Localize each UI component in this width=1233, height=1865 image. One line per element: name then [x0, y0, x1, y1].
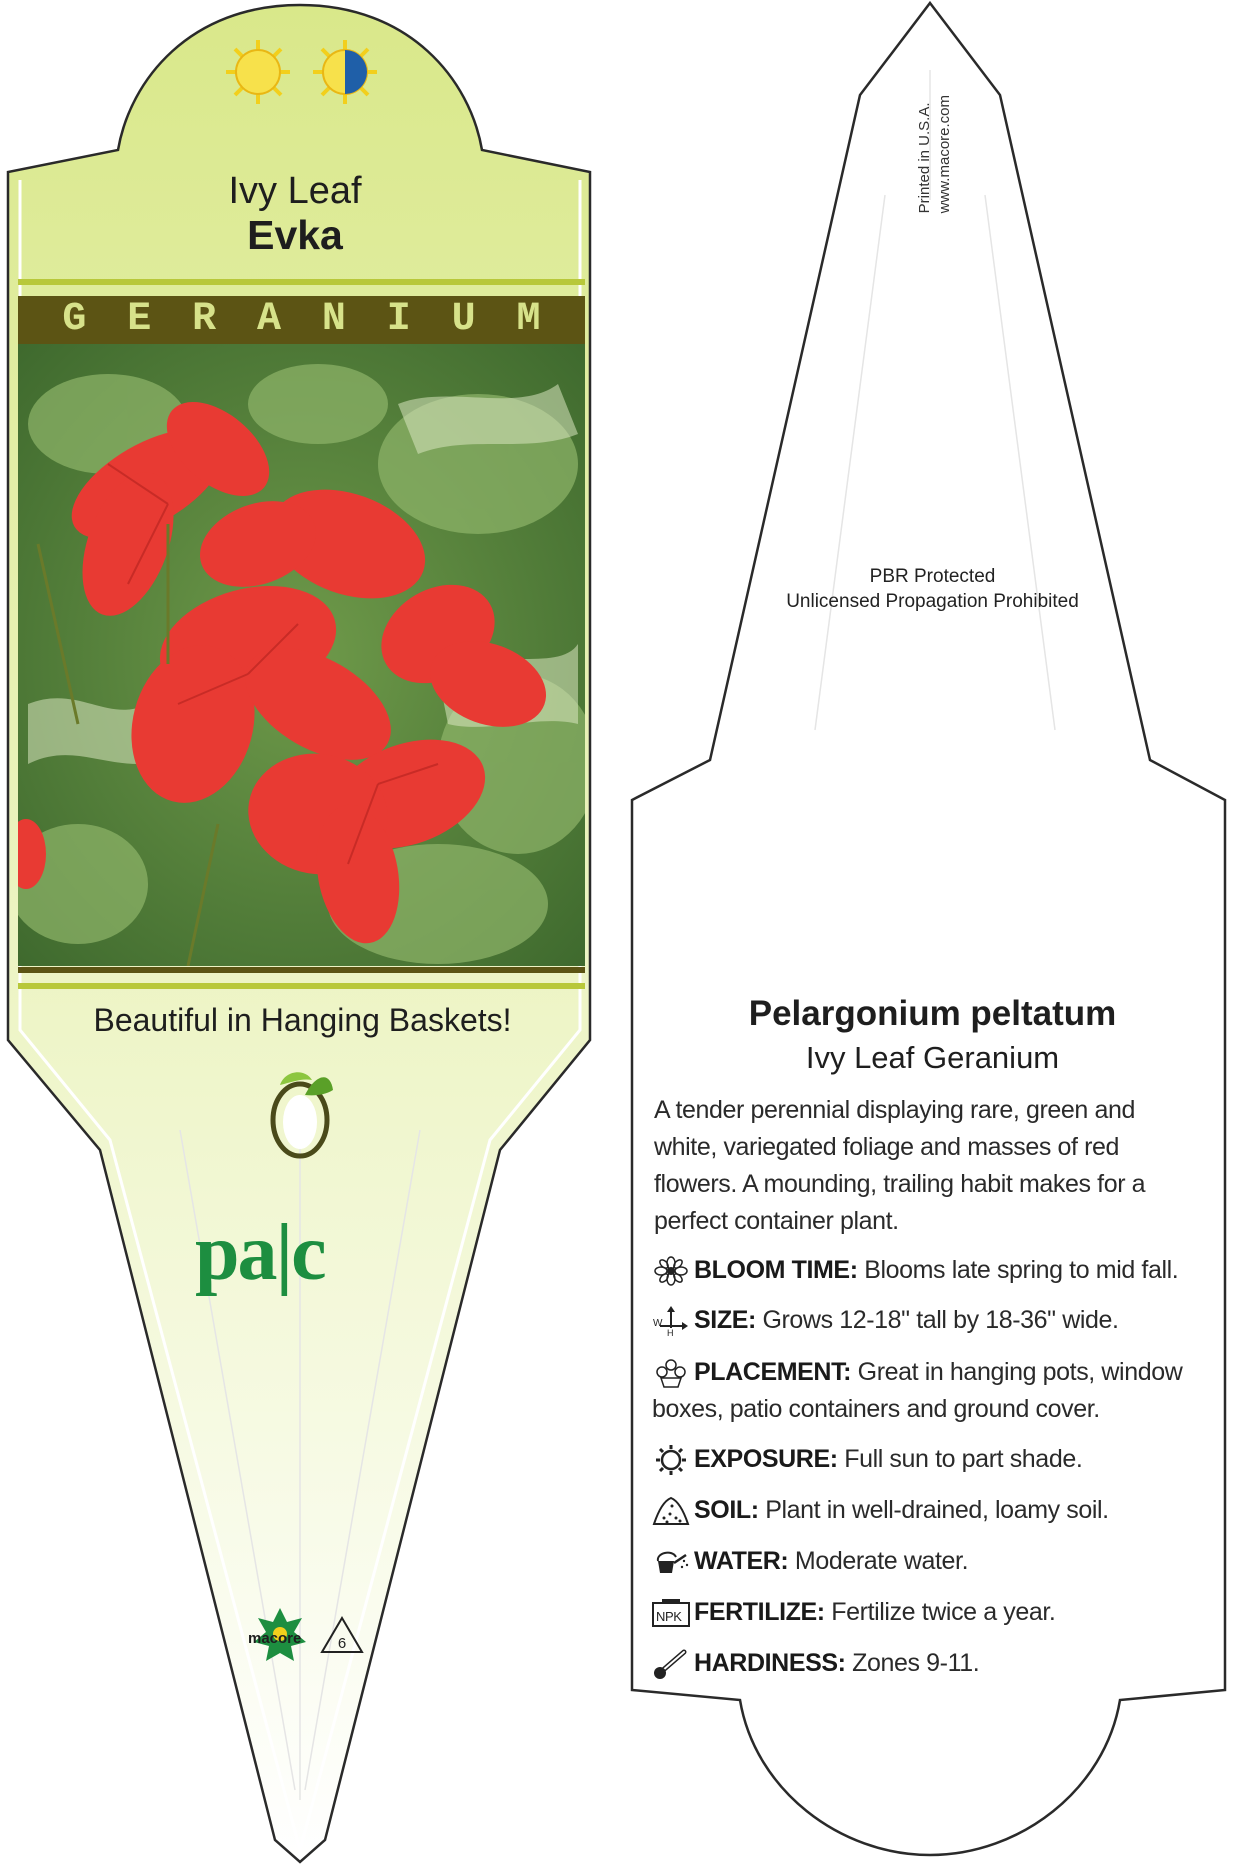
- full-sun-icon: [226, 40, 290, 104]
- pbr-line-2: Unlicensed Propagation Prohibited: [786, 591, 1079, 612]
- genus-letter: U: [451, 297, 476, 342]
- svg-text:NPK: NPK: [656, 1609, 682, 1625]
- soil-icon: [652, 1496, 690, 1526]
- care-bloom-time: [652, 1252, 1204, 1289]
- svg-text:6: 6: [337, 1635, 347, 1652]
- printed-line-1: Printed in U.S.A.: [916, 102, 933, 214]
- macore-label: macore: [248, 1630, 302, 1647]
- common-name: Ivy Leaf Geranium: [805, 1040, 1060, 1075]
- care-label: HARDINESS:: [694, 1649, 846, 1677]
- care-water: [652, 1543, 1204, 1580]
- hardiness-icon: [652, 1649, 690, 1679]
- care-label: WATER:: [694, 1547, 789, 1575]
- care-text: Blooms late spring to mid fall.: [864, 1256, 1179, 1284]
- variety-line-1: Ivy Leaf: [228, 170, 362, 212]
- pbr-line-1: PBR Protected: [869, 566, 996, 587]
- care-label: EXPOSURE:: [694, 1445, 838, 1473]
- botanical-name: Pelargonium peltatum: [748, 994, 1117, 1033]
- care-fertilize: [652, 1594, 1204, 1631]
- size-icon: [652, 1306, 690, 1336]
- water-icon: [652, 1547, 690, 1577]
- pbr-notice: [700, 564, 1165, 614]
- brand-logo: pa|c: [195, 1209, 325, 1297]
- care-text: Plant in well-drained, loamy soil.: [765, 1496, 1109, 1524]
- fertilize-icon: [652, 1598, 690, 1628]
- genus-letter: R: [192, 297, 217, 342]
- genus-letter: E: [127, 297, 152, 342]
- care-label: SOIL:: [694, 1496, 759, 1524]
- genus-band-text: [18, 296, 585, 344]
- care-hardiness: [652, 1645, 1204, 1682]
- care-label: BLOOM TIME:: [694, 1256, 858, 1284]
- printed-info: [915, 95, 955, 213]
- care-exposure: [652, 1441, 1204, 1478]
- care-text: Zones 9-11.: [852, 1649, 980, 1677]
- svg-text:W: W: [653, 1318, 663, 1330]
- genus-letter: G: [62, 297, 87, 342]
- care-label: PLACEMENT:: [694, 1358, 852, 1386]
- care-text: Fertilize twice a year.: [831, 1598, 1056, 1626]
- description: A tender perennial displaying rare, green and white, variegated foliage and masses of red flowers. A mounding, trailing habit makes for a perfect container plant.: [654, 1096, 1146, 1235]
- care-label: SIZE:: [694, 1306, 756, 1334]
- bloom-icon: [652, 1256, 690, 1286]
- svg-text:H: H: [667, 1328, 674, 1337]
- geranium-photo: [18, 344, 585, 966]
- care-text: Great in hanging pots, window boxes, patio containers and ground cover.: [652, 1358, 1183, 1423]
- placement-icon: [652, 1358, 690, 1388]
- genus-letter: N: [321, 297, 346, 342]
- part-shade-icon: [313, 40, 377, 104]
- care-soil: [652, 1492, 1204, 1529]
- variety-line-2: Evka: [247, 212, 343, 258]
- care-text: Full sun to part shade.: [844, 1445, 1083, 1473]
- care-size: [652, 1302, 1204, 1339]
- genus-letter: A: [257, 297, 282, 342]
- care-text: Grows 12-18" tall by 18-36" wide.: [762, 1306, 1119, 1334]
- printed-line-2: www.macore.com: [936, 95, 953, 214]
- exposure-icon: [652, 1445, 690, 1475]
- genus-letter: M: [516, 297, 541, 342]
- slogan: Beautiful in Hanging Baskets!: [93, 1002, 512, 1038]
- care-label: FERTILIZE:: [694, 1598, 825, 1626]
- care-placement: [652, 1354, 1204, 1428]
- genus-letter: I: [386, 297, 411, 342]
- care-text: Moderate water.: [794, 1547, 969, 1575]
